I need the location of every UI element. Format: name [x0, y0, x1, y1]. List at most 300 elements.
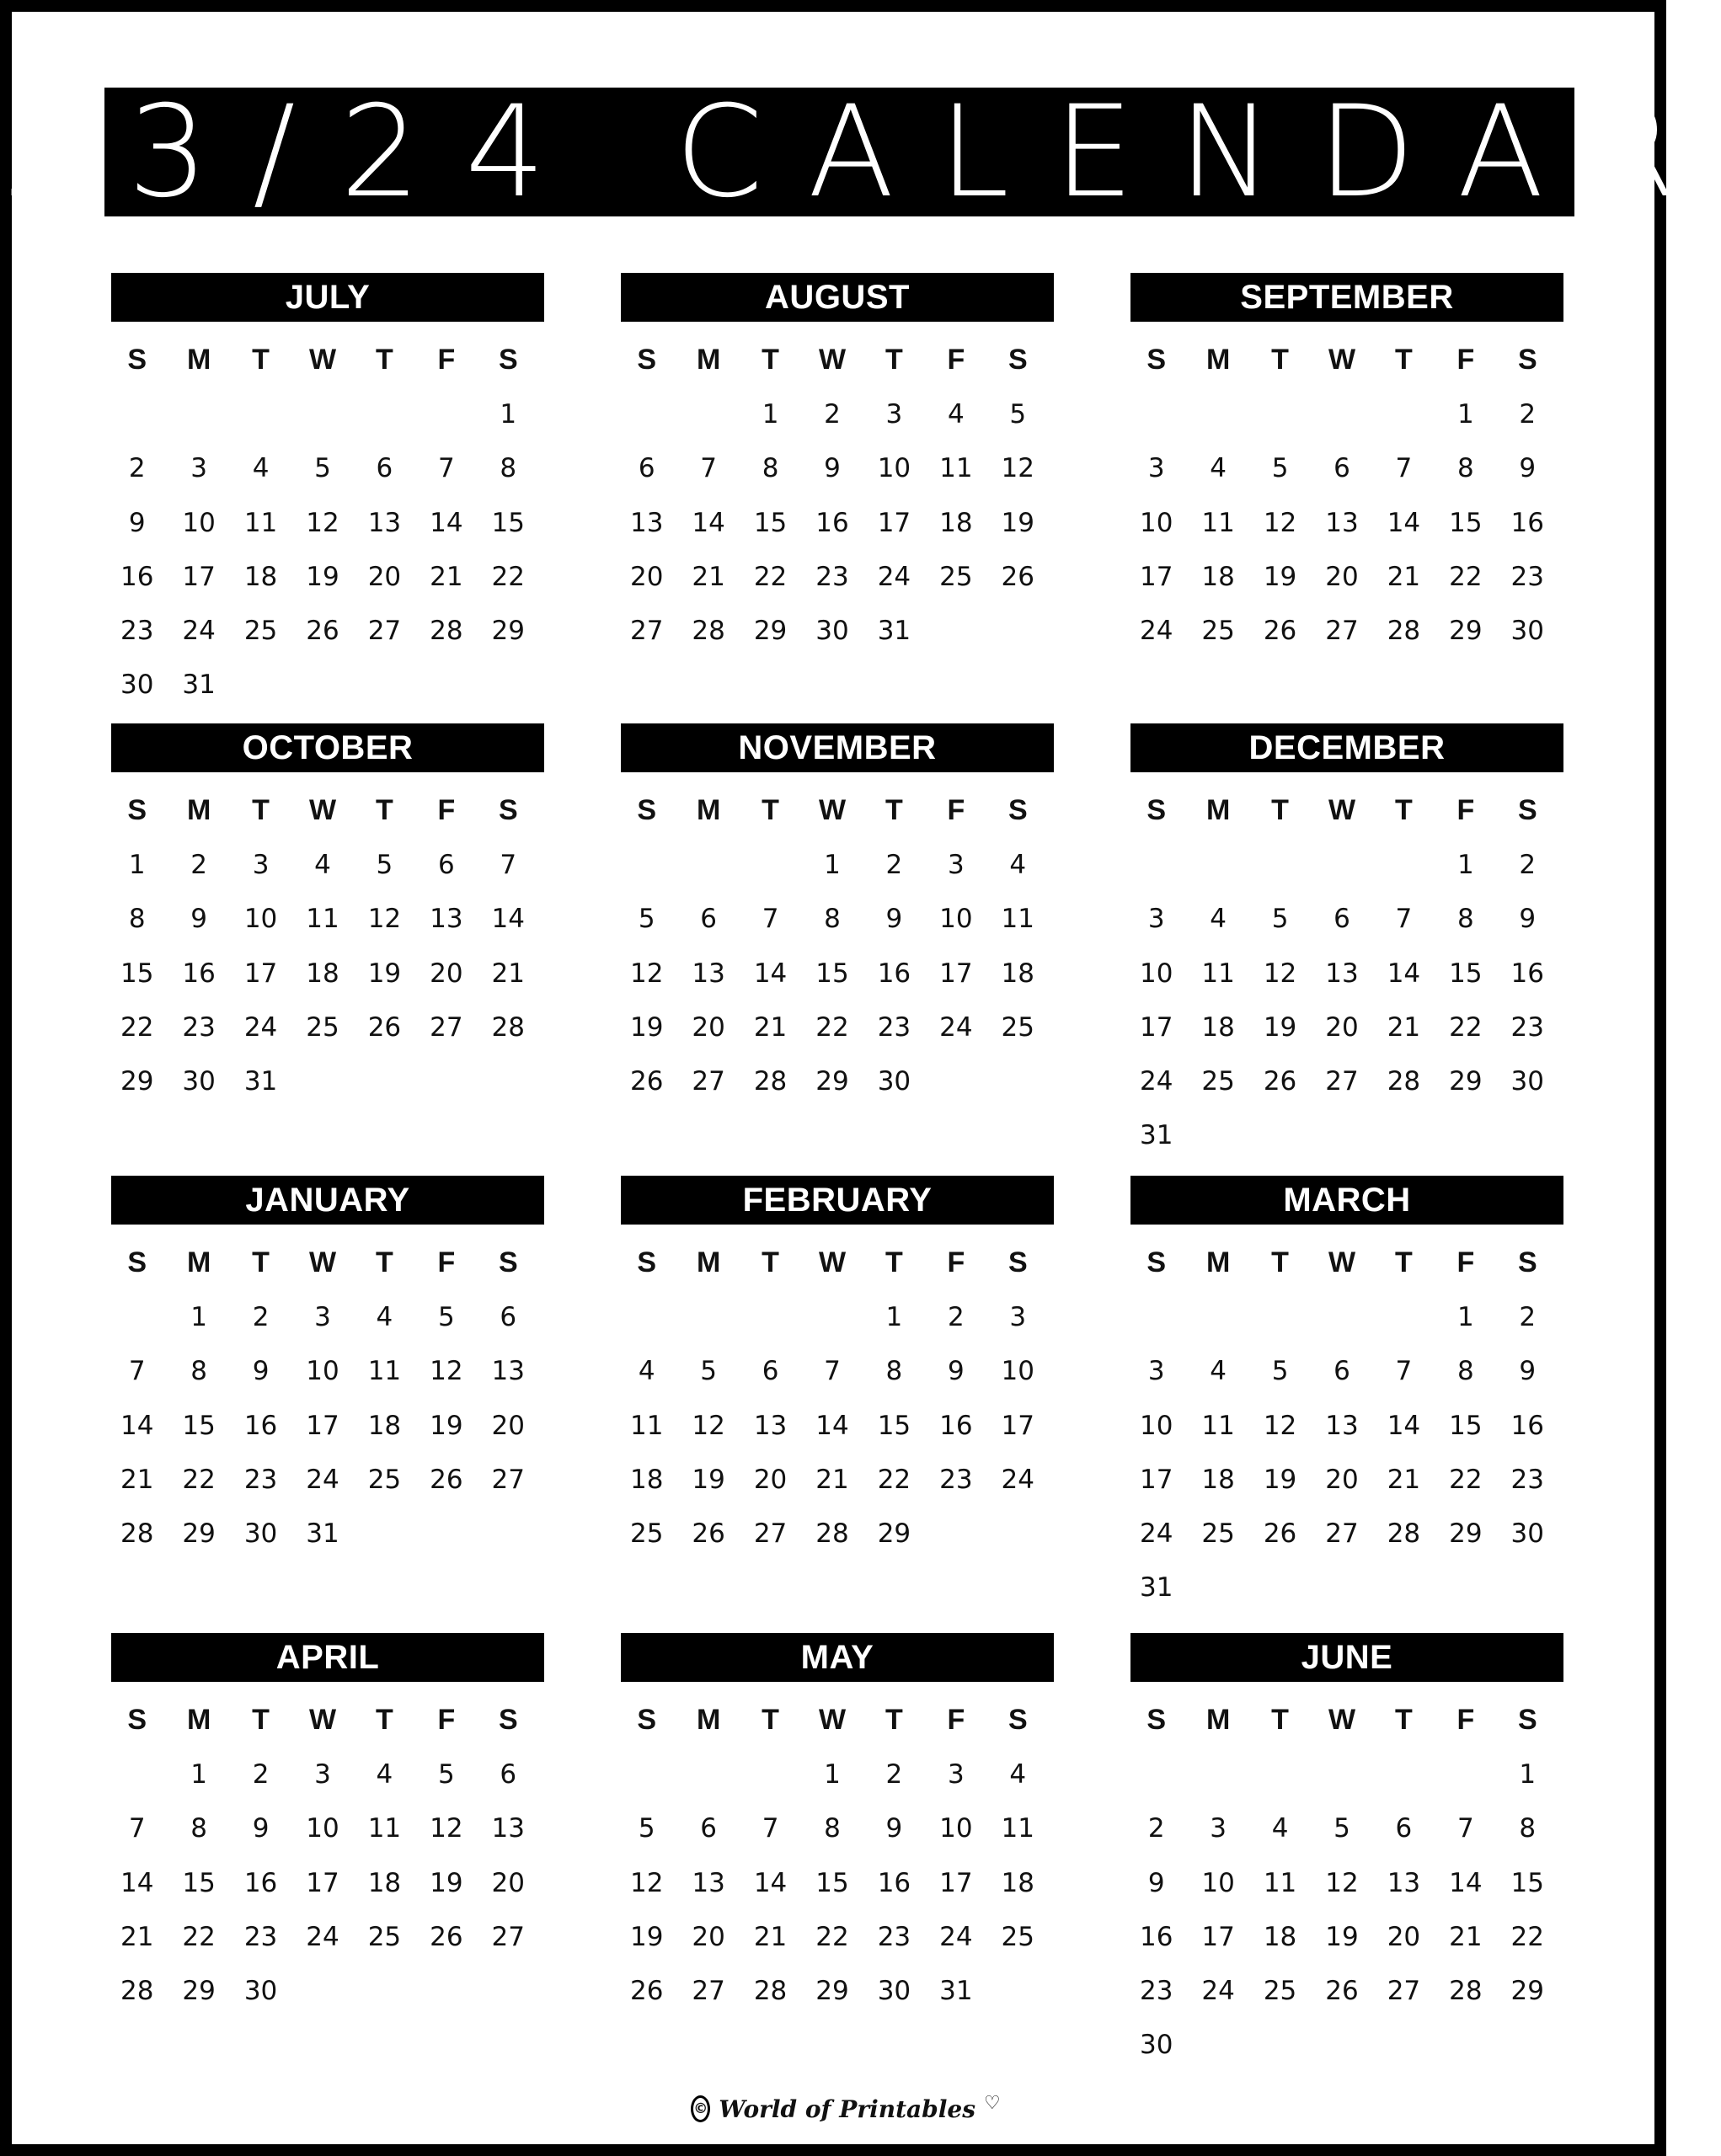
- day-cell: 17: [1139, 1464, 1173, 1495]
- weekday-label: S: [1517, 344, 1537, 376]
- day-cell: 31: [939, 1976, 973, 2007]
- day-cell: 14: [430, 507, 463, 538]
- day-cell: 21: [692, 561, 725, 592]
- day-cell: 19: [1263, 561, 1297, 592]
- day-cell: 26: [1263, 616, 1297, 647]
- empty-day-cell: [677, 1290, 739, 1344]
- day-cell: 15: [182, 1410, 216, 1441]
- day-cell: 23: [243, 1921, 278, 1952]
- empty-day-cell: [1373, 1290, 1435, 1344]
- day-cell: 12: [1263, 958, 1297, 989]
- day-cell: 23: [877, 1921, 911, 1952]
- day-cell: 2: [824, 399, 841, 430]
- empty-day-cell: [1373, 1748, 1435, 1801]
- day-cell: 17: [182, 561, 216, 592]
- day-cell: 16: [182, 958, 216, 989]
- day-cell: 9: [885, 904, 903, 935]
- weekday-label: W: [818, 1704, 847, 1736]
- day-cell: 20: [692, 1011, 725, 1043]
- day-cell: 6: [1334, 904, 1350, 935]
- day-cell: 19: [1263, 1464, 1297, 1495]
- day-cell: 1: [762, 399, 779, 430]
- day-cell: 10: [877, 453, 911, 484]
- weekday-label: T: [1271, 344, 1289, 376]
- day-cell: 27: [430, 1011, 463, 1043]
- day-cell: 21: [1387, 561, 1421, 592]
- day-cell: 13: [692, 958, 725, 989]
- day-cell: 16: [877, 958, 911, 989]
- month-august: [616, 273, 1049, 711]
- day-cell: 21: [430, 561, 463, 592]
- footer: [693, 2088, 1001, 2130]
- weekday-label: S: [1517, 1246, 1537, 1278]
- weekday-label: S: [1007, 794, 1028, 826]
- day-cell: 8: [128, 904, 146, 935]
- day-cell: 25: [629, 1518, 664, 1550]
- weekday-label: W: [818, 794, 847, 826]
- day-grid: [1125, 1748, 1558, 2073]
- day-cell: 15: [1449, 1410, 1483, 1441]
- weekday-label: F: [1456, 1704, 1475, 1736]
- day-cell: 27: [367, 616, 402, 647]
- empty-day-cell: [106, 1290, 168, 1344]
- day-cell: 20: [1325, 1011, 1359, 1043]
- day-cell: 30: [243, 1518, 278, 1550]
- day-grid: [106, 387, 539, 712]
- day-cell: 20: [753, 1464, 788, 1495]
- month-header: APRIL: [111, 1633, 544, 1682]
- day-cell: 4: [1210, 904, 1227, 935]
- day-cell: 20: [1387, 1921, 1421, 1952]
- weekday-label: M: [696, 1704, 721, 1736]
- day-cell: 17: [243, 958, 278, 989]
- day-cell: 12: [367, 904, 402, 935]
- day-cell: 30: [877, 1066, 911, 1097]
- day-cell: 18: [367, 1410, 402, 1441]
- day-cell: 9: [128, 507, 146, 538]
- day-cell: 16: [1510, 1410, 1544, 1441]
- weekday-label: W: [1328, 1704, 1356, 1736]
- day-cell: 5: [437, 1302, 455, 1332]
- weekday-label: F: [1456, 794, 1475, 826]
- weekday-label: T: [1271, 1704, 1289, 1736]
- day-cell: 6: [700, 904, 717, 935]
- title-bar: [3, 78, 1721, 226]
- day-cell: 14: [692, 507, 725, 538]
- day-cell: 12: [1325, 1867, 1359, 1898]
- day-cell: 28: [753, 1976, 788, 2007]
- day-cell: 10: [1139, 958, 1173, 989]
- day-cell: 12: [430, 1813, 463, 1844]
- day-cell: 16: [1510, 507, 1544, 538]
- weekday-label: M: [1205, 794, 1231, 826]
- day-cell: 6: [638, 453, 655, 484]
- day-cell: 2: [252, 1759, 270, 1790]
- day-cell: 9: [190, 904, 207, 935]
- weekday-header-row: [1125, 1699, 1558, 1741]
- weekday-label: S: [637, 1704, 657, 1736]
- day-cell: 27: [692, 1066, 725, 1097]
- day-cell: 26: [1001, 561, 1034, 592]
- day-cell: 11: [1263, 1867, 1297, 1898]
- day-cell: 4: [252, 453, 270, 484]
- day-cell: 2: [947, 1302, 965, 1332]
- brand-name: World of Printables: [719, 2095, 975, 2123]
- day-cell: 3: [947, 1759, 965, 1790]
- weekday-label: T: [885, 1704, 903, 1736]
- month-header: JUNE: [1130, 1633, 1563, 1682]
- day-cell: 9: [885, 1813, 903, 1844]
- weekday-label: T: [1271, 794, 1289, 826]
- day-cell: 28: [815, 1518, 849, 1550]
- day-grid: [616, 1748, 1049, 2018]
- empty-day-cell: [354, 387, 415, 441]
- weekday-label: S: [637, 344, 657, 376]
- empty-day-cell: [1125, 1748, 1187, 1801]
- day-cell: 22: [182, 1464, 216, 1495]
- empty-day-cell: [1435, 1748, 1496, 1801]
- weekday-label: T: [762, 794, 779, 826]
- day-cell: 19: [1263, 1011, 1297, 1043]
- day-cell: 13: [367, 507, 402, 538]
- day-cell: 22: [815, 1921, 849, 1952]
- day-cell: 16: [120, 561, 154, 592]
- day-cell: 5: [638, 904, 655, 935]
- day-cell: 15: [1449, 958, 1483, 989]
- day-cell: 15: [1510, 1867, 1544, 1898]
- day-cell: 7: [700, 453, 717, 484]
- day-cell: 17: [1001, 1410, 1034, 1441]
- day-cell: 18: [1201, 561, 1235, 592]
- day-cell: 24: [1139, 1518, 1173, 1550]
- day-cell: 14: [1387, 1410, 1421, 1441]
- empty-day-cell: [1249, 838, 1311, 892]
- day-cell: 17: [306, 1410, 339, 1441]
- day-cell: 31: [243, 1066, 278, 1097]
- day-cell: 23: [243, 1464, 278, 1495]
- day-cell: 18: [306, 958, 339, 989]
- weekday-label: S: [1007, 1246, 1028, 1278]
- day-cell: 11: [1201, 1410, 1235, 1441]
- day-cell: 1: [190, 1759, 207, 1790]
- day-cell: 25: [1001, 1921, 1034, 1952]
- day-cell: 6: [1395, 1813, 1413, 1844]
- weekday-label: T: [376, 344, 393, 376]
- day-cell: 24: [1139, 616, 1173, 647]
- day-cell: 27: [1387, 1976, 1421, 2007]
- day-cell: 20: [367, 561, 402, 592]
- day-grid: [1125, 1290, 1558, 1615]
- month-header: NOVEMBER: [621, 723, 1054, 772]
- empty-day-cell: [1311, 1748, 1372, 1801]
- day-grid: [106, 838, 539, 1108]
- day-cell: 13: [491, 1356, 525, 1387]
- day-cell: 2: [1519, 850, 1537, 880]
- day-cell: 15: [815, 1867, 849, 1898]
- day-cell: 6: [500, 1302, 517, 1332]
- day-cell: 4: [314, 850, 331, 880]
- day-cell: 29: [1449, 616, 1483, 647]
- weekday-label: S: [637, 1246, 657, 1278]
- empty-day-cell: [1249, 387, 1311, 441]
- weekday-header-row: [106, 1699, 539, 1741]
- month-september: [1125, 273, 1558, 711]
- day-cell: 13: [1325, 1410, 1359, 1441]
- day-cell: 22: [1449, 1464, 1483, 1495]
- weekday-label: T: [885, 1246, 903, 1278]
- day-cell: 14: [1387, 507, 1421, 538]
- copyright-icon: ©: [691, 2095, 710, 2122]
- day-cell: 8: [885, 1356, 903, 1387]
- day-cell: 7: [1395, 904, 1413, 935]
- weekday-label: S: [1146, 344, 1167, 376]
- weekday-label: S: [1146, 794, 1167, 826]
- weekday-label: S: [127, 344, 147, 376]
- day-cell: 16: [877, 1867, 911, 1898]
- day-grid: [1125, 387, 1558, 658]
- day-cell: 3: [314, 1759, 331, 1790]
- month-february: [616, 1176, 1049, 1614]
- weekday-label: S: [1517, 794, 1537, 826]
- month-header: MAY: [621, 1633, 1054, 1682]
- day-cell: 14: [120, 1867, 154, 1898]
- day-cell: 12: [629, 958, 664, 989]
- day-cell: 6: [437, 850, 455, 880]
- day-cell: 4: [1210, 453, 1227, 484]
- weekday-label: M: [186, 794, 211, 826]
- day-cell: 17: [306, 1867, 339, 1898]
- day-cell: 29: [1510, 1976, 1544, 2007]
- day-cell: 2: [885, 850, 903, 880]
- day-cell: 2: [885, 1759, 903, 1790]
- month-october: [106, 723, 539, 1161]
- day-cell: 14: [491, 904, 525, 935]
- month-july: [106, 273, 539, 711]
- weekday-label: T: [1395, 344, 1413, 376]
- day-cell: 16: [1510, 958, 1544, 989]
- day-cell: 29: [182, 1518, 216, 1550]
- day-cell: 28: [491, 1011, 525, 1043]
- day-cell: 17: [1139, 1011, 1173, 1043]
- day-cell: 28: [753, 1066, 788, 1097]
- day-cell: 31: [1139, 1572, 1173, 1604]
- day-cell: 22: [1449, 561, 1483, 592]
- day-cell: 3: [252, 850, 270, 880]
- day-cell: 25: [367, 1464, 402, 1495]
- day-cell: 2: [1519, 399, 1537, 430]
- day-cell: 25: [1201, 1518, 1235, 1550]
- day-cell: 5: [1334, 1813, 1350, 1844]
- day-cell: 6: [762, 1356, 779, 1387]
- day-cell: 28: [1387, 1518, 1421, 1550]
- day-cell: 25: [939, 561, 973, 592]
- heart-icon: ♡: [983, 2092, 1001, 2114]
- day-cell: 17: [1201, 1921, 1235, 1952]
- day-cell: 13: [629, 507, 664, 538]
- day-cell: 18: [367, 1867, 402, 1898]
- weekday-label: T: [252, 344, 270, 376]
- weekday-label: F: [947, 1246, 965, 1278]
- day-cell: 1: [885, 1302, 903, 1332]
- day-cell: 7: [128, 1356, 146, 1387]
- day-cell: 14: [753, 958, 788, 989]
- day-cell: 29: [815, 1976, 849, 2007]
- weekday-label: T: [1395, 1246, 1413, 1278]
- day-cell: 3: [1147, 453, 1165, 484]
- empty-day-cell: [106, 1748, 168, 1801]
- weekday-header-row: [616, 1699, 1049, 1741]
- day-cell: 18: [1263, 1921, 1297, 1952]
- day-cell: 3: [885, 399, 903, 430]
- day-cell: 26: [692, 1518, 725, 1550]
- weekday-header-row: [616, 1241, 1049, 1283]
- day-cell: 2: [1519, 1302, 1537, 1332]
- day-cell: 29: [1449, 1518, 1483, 1550]
- day-cell: 11: [1201, 507, 1235, 538]
- weekday-header-row: [1125, 339, 1558, 381]
- weekday-label: M: [696, 794, 721, 826]
- day-cell: 15: [182, 1867, 216, 1898]
- day-cell: 28: [430, 616, 463, 647]
- day-cell: 1: [824, 1759, 841, 1790]
- weekday-label: W: [308, 794, 337, 826]
- day-cell: 5: [1009, 399, 1027, 430]
- month-header: AUGUST: [621, 273, 1054, 322]
- day-cell: 14: [815, 1410, 849, 1441]
- day-cell: 15: [753, 507, 788, 538]
- weekday-label: T: [376, 1246, 393, 1278]
- day-cell: 13: [1325, 958, 1359, 989]
- weekday-label: F: [947, 344, 965, 376]
- day-cell: 5: [700, 1356, 717, 1387]
- day-cell: 8: [190, 1813, 207, 1844]
- empty-day-cell: [1187, 1290, 1248, 1344]
- day-cell: 5: [437, 1759, 455, 1790]
- day-cell: 13: [1387, 1867, 1421, 1898]
- day-cell: 29: [491, 616, 525, 647]
- day-cell: 23: [815, 561, 849, 592]
- day-cell: 1: [824, 850, 841, 880]
- month-december: [1125, 723, 1558, 1161]
- day-cell: 19: [629, 1921, 664, 1952]
- empty-day-cell: [740, 838, 801, 892]
- day-cell: 30: [1510, 1066, 1544, 1097]
- empty-day-cell: [415, 387, 477, 441]
- month-march: [1125, 1176, 1558, 1614]
- weekday-header-row: [106, 1241, 539, 1283]
- day-cell: 25: [1201, 616, 1235, 647]
- empty-day-cell: [1187, 387, 1248, 441]
- month-header: DECEMBER: [1130, 723, 1563, 772]
- day-cell: 15: [491, 507, 525, 538]
- day-cell: 24: [306, 1921, 339, 1952]
- day-cell: 26: [629, 1976, 664, 2007]
- day-cell: 5: [638, 1813, 655, 1844]
- day-cell: 7: [1395, 1356, 1413, 1387]
- day-cell: 24: [306, 1464, 339, 1495]
- month-january: [106, 1176, 539, 1614]
- day-cell: 24: [1001, 1464, 1034, 1495]
- day-cell: 18: [1201, 1464, 1235, 1495]
- day-cell: 12: [430, 1356, 463, 1387]
- day-cell: 2: [128, 453, 146, 484]
- empty-day-cell: [1311, 1290, 1372, 1344]
- day-cell: 21: [120, 1921, 154, 1952]
- day-cell: 4: [376, 1302, 393, 1332]
- day-cell: 26: [1263, 1518, 1297, 1550]
- day-cell: 21: [815, 1464, 849, 1495]
- day-cell: 3: [190, 453, 207, 484]
- day-cell: 12: [1263, 507, 1297, 538]
- weekday-label: W: [1328, 794, 1356, 826]
- day-cell: 16: [939, 1410, 973, 1441]
- day-cell: 7: [824, 1356, 841, 1387]
- day-cell: 14: [753, 1867, 788, 1898]
- day-cell: 28: [120, 1518, 154, 1550]
- day-cell: 4: [1009, 1759, 1027, 1790]
- day-cell: 20: [491, 1867, 525, 1898]
- day-cell: 8: [1456, 453, 1474, 484]
- weekday-label: M: [1205, 344, 1231, 376]
- empty-day-cell: [168, 387, 229, 441]
- month-november: [616, 723, 1049, 1161]
- day-cell: 17: [939, 1867, 973, 1898]
- empty-day-cell: [1249, 1290, 1311, 1344]
- weekday-label: T: [762, 1246, 779, 1278]
- day-cell: 13: [491, 1813, 525, 1844]
- day-cell: 25: [306, 1011, 339, 1043]
- day-cell: 5: [1271, 904, 1289, 935]
- day-cell: 10: [306, 1356, 339, 1387]
- day-cell: 19: [1325, 1921, 1359, 1952]
- day-cell: 27: [491, 1921, 525, 1952]
- day-cell: 8: [1456, 1356, 1474, 1387]
- day-cell: 12: [1001, 453, 1034, 484]
- day-cell: 4: [947, 399, 965, 430]
- month-april: [106, 1633, 539, 2071]
- day-cell: 29: [877, 1518, 911, 1550]
- day-cell: 6: [1334, 453, 1350, 484]
- empty-day-cell: [677, 838, 739, 892]
- day-cell: 4: [1009, 850, 1027, 880]
- day-cell: 24: [1201, 1976, 1235, 2007]
- empty-day-cell: [616, 387, 677, 441]
- day-cell: 13: [753, 1410, 788, 1441]
- empty-day-cell: [677, 1748, 739, 1801]
- day-cell: 23: [1510, 1011, 1544, 1043]
- day-cell: 2: [252, 1302, 270, 1332]
- weekday-header-row: [616, 789, 1049, 831]
- day-cell: 8: [824, 1813, 841, 1844]
- day-cell: 22: [815, 1011, 849, 1043]
- day-cell: 19: [1001, 507, 1034, 538]
- empty-day-cell: [1125, 387, 1187, 441]
- day-cell: 10: [182, 507, 216, 538]
- day-cell: 30: [120, 670, 154, 701]
- weekday-label: M: [696, 1246, 721, 1278]
- day-cell: 11: [367, 1356, 402, 1387]
- empty-day-cell: [801, 1290, 863, 1344]
- day-cell: 17: [1139, 561, 1173, 592]
- day-cell: 6: [376, 453, 393, 484]
- weekday-label: M: [1205, 1246, 1231, 1278]
- day-cell: 1: [1456, 850, 1474, 880]
- day-cell: 19: [629, 1011, 664, 1043]
- weekday-label: W: [308, 1246, 337, 1278]
- day-cell: 22: [182, 1921, 216, 1952]
- day-cell: 27: [629, 616, 664, 647]
- day-cell: 10: [1201, 1867, 1235, 1898]
